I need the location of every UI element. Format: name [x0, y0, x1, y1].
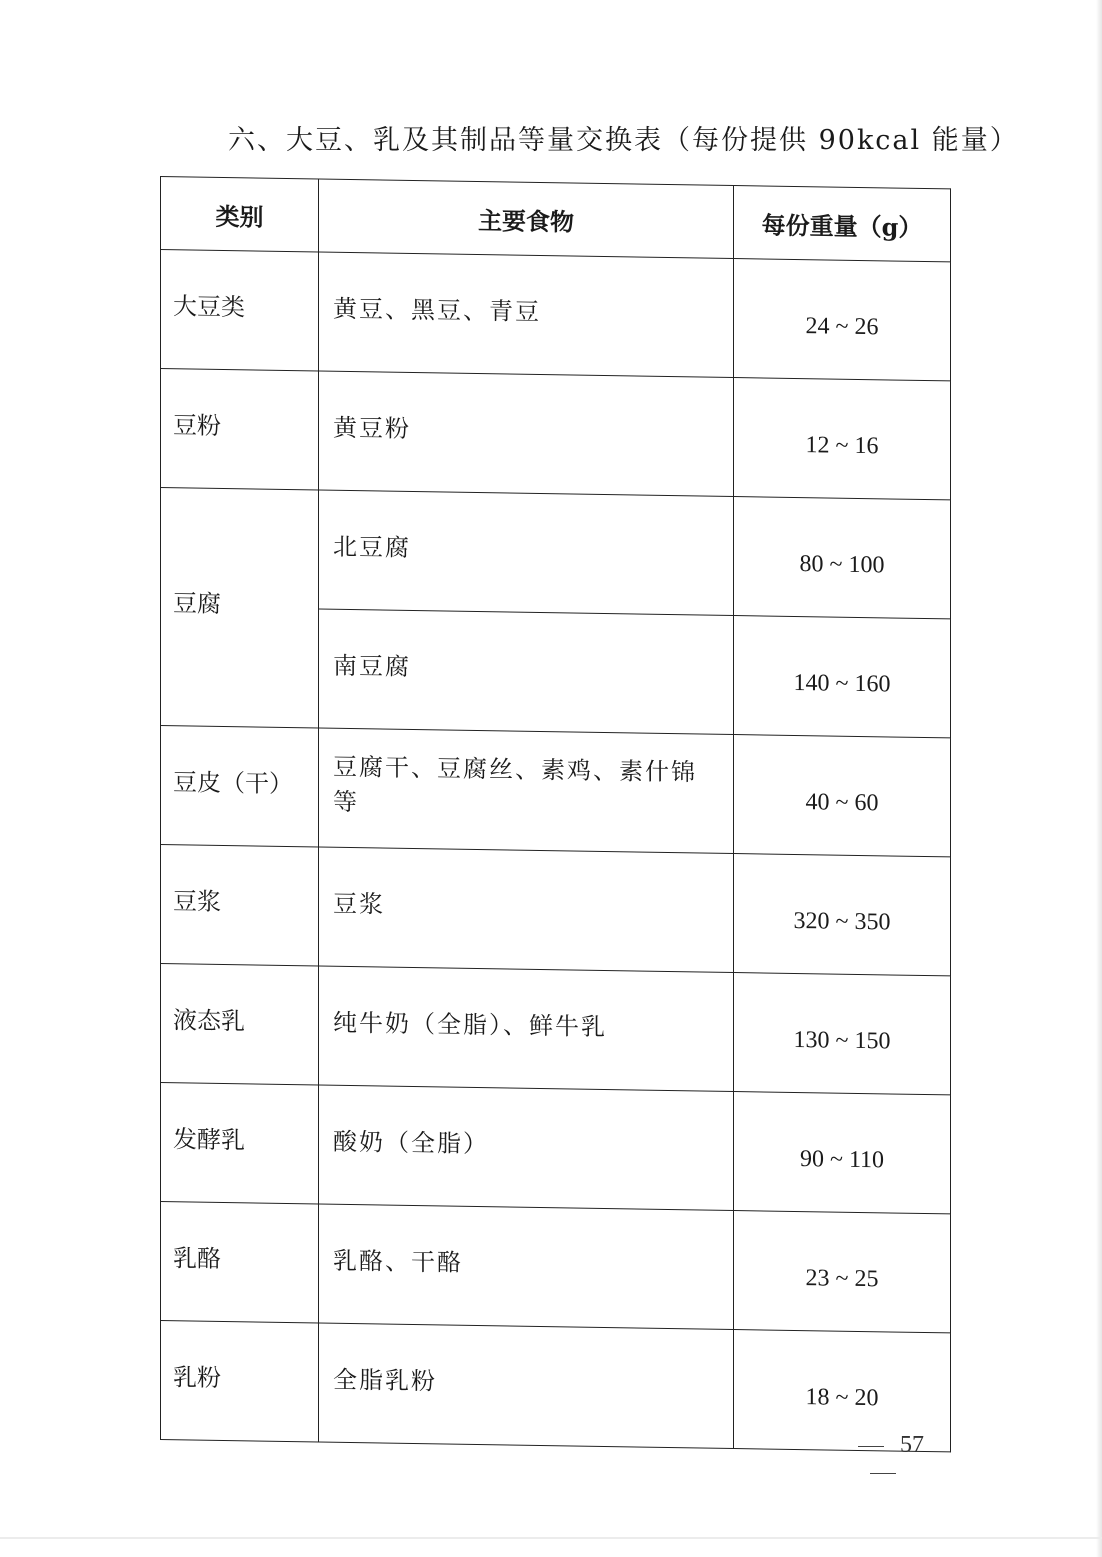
row-food: 北豆腐 — [319, 490, 734, 616]
row-food: 南豆腐 — [319, 609, 734, 735]
row-food: 纯牛奶（全脂）、鲜牛乳 — [319, 966, 734, 1092]
row-weight: 12 ~ 16 — [734, 378, 951, 500]
table-row — [161, 488, 951, 619]
page-bottom-edge — [0, 1537, 1102, 1539]
row-food: 酸奶（全脂） — [319, 1085, 734, 1211]
exchange-table-wrapper — [160, 176, 951, 1452]
row-food: 豆浆 — [319, 847, 734, 973]
row-category: 豆皮（干） — [161, 726, 319, 847]
table-row — [161, 1202, 951, 1333]
row-category: 豆腐 — [161, 488, 319, 728]
row-weight: 40 ~ 60 — [734, 735, 951, 857]
table-row — [161, 369, 951, 500]
row-weight: 130 ~ 150 — [734, 973, 951, 1095]
header-category: 类别 — [161, 177, 319, 252]
row-weight: 24 ~ 26 — [734, 259, 951, 381]
row-weight: 23 ~ 25 — [734, 1211, 951, 1333]
row-food: 黄豆、黑豆、青豆 — [319, 252, 734, 378]
dash-left — [858, 1446, 884, 1448]
table-row — [161, 1083, 951, 1214]
dash-right — [870, 1473, 896, 1475]
page-number-footer — [818, 1432, 948, 1486]
table-row — [161, 250, 951, 381]
header-weight: 每份重量（g） — [734, 186, 951, 262]
table-header-row — [161, 177, 951, 262]
row-weight: 18 ~ 20 — [734, 1330, 951, 1452]
page-edge — [1096, 0, 1102, 1557]
row-category: 乳酪 — [161, 1202, 319, 1323]
row-category: 豆浆 — [161, 845, 319, 966]
row-category: 液态乳 — [161, 964, 319, 1085]
row-category: 发酵乳 — [161, 1083, 319, 1204]
row-category: 豆粉 — [161, 369, 319, 490]
page-title: 六、大豆、乳及其制品等量交换表（每份提供 90kcal 能量） — [228, 125, 1019, 156]
table-row — [161, 845, 951, 976]
exchange-table — [160, 176, 951, 1452]
page-number: 57 — [900, 1432, 924, 1458]
row-weight: 80 ~ 100 — [734, 497, 951, 619]
row-food: 全脂乳粉 — [319, 1323, 734, 1449]
table-row — [161, 964, 951, 1095]
header-food: 主要食物 — [319, 179, 734, 259]
row-food: 乳酪、干酪 — [319, 1204, 734, 1330]
table-row — [161, 726, 951, 857]
row-weight: 140 ~ 160 — [734, 616, 951, 738]
row-category: 乳粉 — [161, 1321, 319, 1442]
row-food: 黄豆粉 — [319, 371, 734, 497]
row-weight: 90 ~ 110 — [734, 1092, 951, 1214]
row-weight: 320 ~ 350 — [734, 854, 951, 976]
row-category: 大豆类 — [161, 250, 319, 371]
row-food: 豆腐干、豆腐丝、素鸡、素什锦等 — [319, 728, 734, 854]
